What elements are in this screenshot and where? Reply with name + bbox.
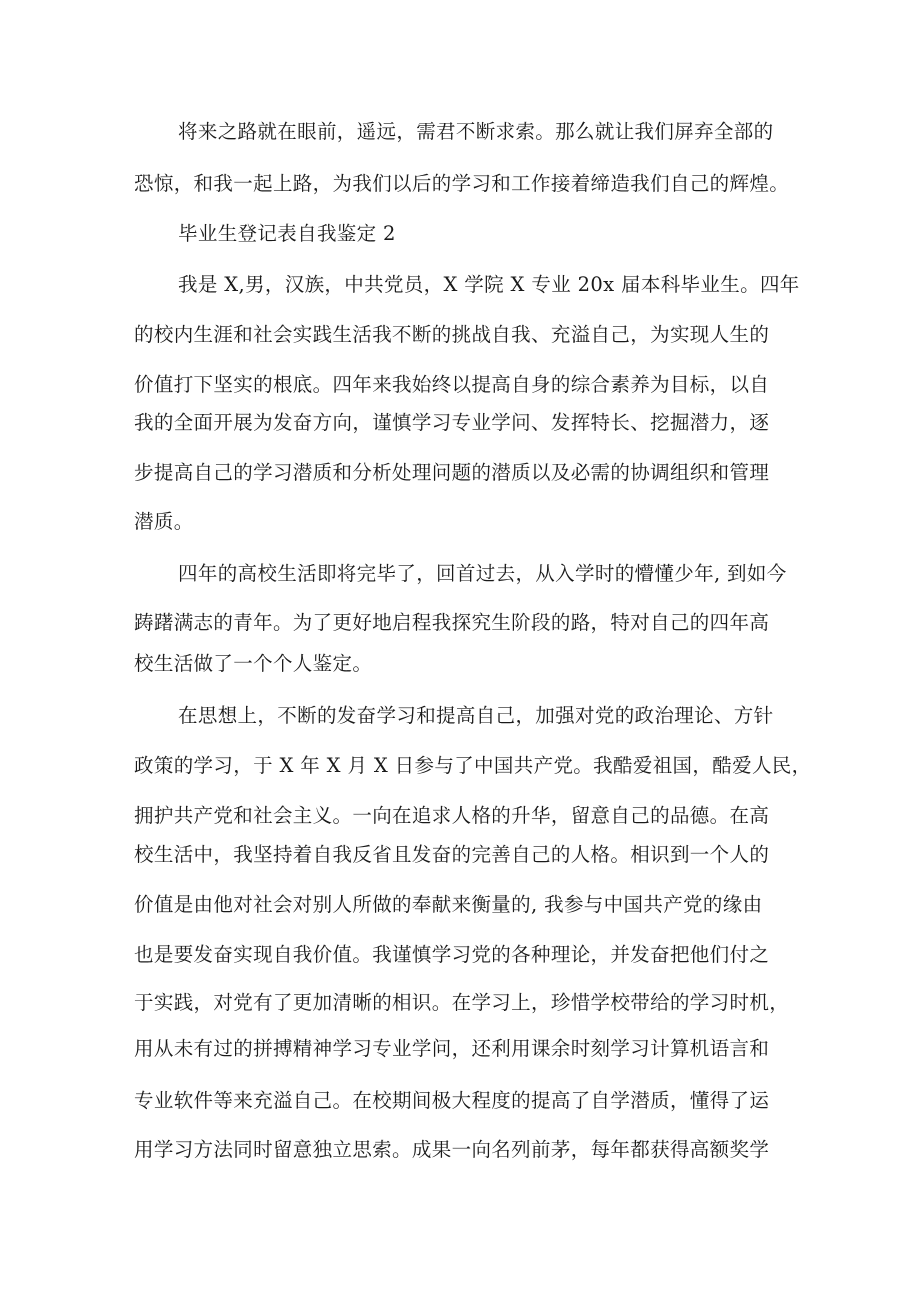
paragraph-2-line-2: 的校内生涯和社会实践生活我不断的挑战自我、充溢自己，为实现人生的: [134, 323, 770, 346]
paragraph-3-line-2: 踌躇满志的青年。为了更好地启程我探究生阶段的路，特对自己的四年高: [134, 611, 770, 634]
paragraph-2-line-6: 潜质。: [134, 510, 194, 533]
paragraph-4-line-1: 在思想上，不断的发奋学习和提高自己，加强对党的政治理论、方针: [178, 704, 774, 727]
paragraph-4-line-10: 用学习方法同时留意独立思索。成果一向名列前茅，每年都获得高额奖学: [134, 1138, 770, 1161]
paragraph-4-line-6: 也是要发奋实现自我价值。我谨慎学习党的各种理论，并发奋把他们付之: [134, 943, 770, 966]
paragraph-3-line-3: 校生活做了一个个人鉴定。: [134, 652, 373, 675]
paragraph-4-line-2: 政策的学习，于 X 年 X 月 X 日参与了中国共产党。我酷爱祖国，酷爱人民，: [134, 754, 812, 777]
section-heading: 毕业生登记表自我鉴定 2: [178, 222, 396, 245]
paragraph-4-line-5: 价值是由他对社会对别人所做的奉献来衡量的, 我参与中国共产党的缘由: [134, 893, 763, 916]
paragraph-2-line-5: 步提高自己的学习潜质和分析处理问题的潜质以及必需的协调组织和管理: [134, 461, 770, 484]
paragraph-3-line-1: 四年的高校生活即将完毕了，回首过去，从入学时的懵懂少年, 到如今: [178, 562, 787, 585]
paragraph-4-line-4: 校生活中，我坚持着自我反省且发奋的完善自己的人格。相识到一个人的: [134, 843, 770, 866]
paragraph-2-line-1: 我是 X,男，汉族，中共党员，X 学院 X 专业 20x 届本科毕业生。四年: [178, 273, 800, 296]
paragraph-4-line-3: 拥护共产党和社会主义。一向在追求人格的升华，留意自己的品德。在高: [134, 804, 770, 827]
paragraph-4-line-7: 于实践，对党有了更加清晰的相识。在学习上，珍惜学校带给的学习时机，: [134, 991, 790, 1014]
paragraph-1-line-2: 恐惊，和我一起上路，为我们以后的学习和工作接着缔造我们自己的辉煌。: [134, 172, 790, 195]
paragraph-1-line-1: 将来之路就在眼前，遥远，需君不断求索。那么就让我们屏弃全部的: [178, 120, 774, 143]
paragraph-2-line-4: 我的全面开展为发奋方向，谨慎学习专业学问、发挥特长、挖掘潜力，逐: [134, 411, 770, 434]
paragraph-4-line-8: 用从未有过的拼搏精神学习专业学问，还利用课余时刻学习计算机语言和: [134, 1037, 770, 1060]
paragraph-2-line-3: 价值打下坚实的根底。四年来我始终以提高自身的综合素养为目标，以自: [134, 373, 770, 396]
paragraph-4-line-9: 专业软件等来充溢自己。在校期间极大程度的提高了自学潜质，懂得了运: [134, 1089, 770, 1112]
